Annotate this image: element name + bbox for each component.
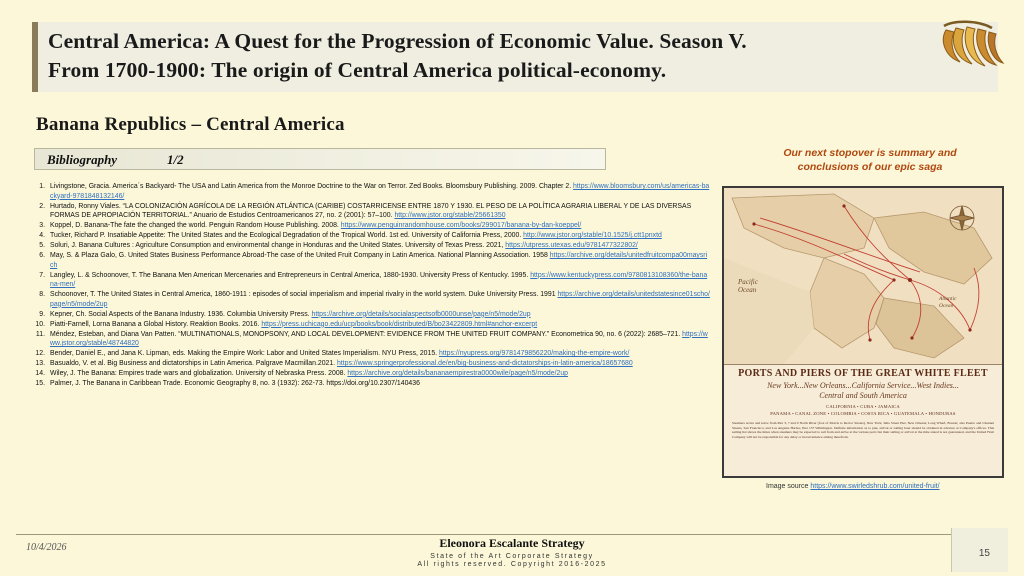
reference-number: 7.	[39, 271, 45, 279]
reference-link[interactable]: https://archive.org/details/unitedfruitcompa00maysrich	[50, 252, 708, 269]
reference-link[interactable]: https://www.kentuckypress.com/9780813108360/the-banana-men/	[50, 271, 708, 289]
fleet-ports-list	[724, 404, 1002, 418]
reference-link[interactable]: https://nyupress.org/9781479856220/making-the-empire-work/	[439, 350, 630, 358]
reference-text	[50, 231, 710, 241]
reference-text	[50, 251, 710, 270]
fleet-schedule-panel	[724, 364, 1002, 477]
reference-item	[34, 379, 710, 389]
svg-text:Ocean: Ocean	[939, 303, 954, 309]
svg-text:Ocean: Ocean	[738, 286, 757, 294]
page-title-line2: From 1700-1900: The origin of Central America political-economy.	[48, 58, 667, 83]
fleet-subtitle-line2: Central and South America	[819, 391, 907, 400]
reference-link[interactable]: https://archive.org/details/unitedstatesince01scho/page/n5/mode/2up	[50, 291, 710, 308]
fleet-ports-line1: CALIFORNIA • CUBA • JAMAICA	[826, 404, 900, 409]
reference-citation: Tucker, Richard P. Insatiable Appetite: The United States and the Ecological Degradation of the Tropical World. 1st ed. University of California Press, 2000.	[50, 232, 524, 240]
reference-item	[34, 369, 710, 379]
reference-citation: Wiley, J. The Banana: Empires trade wars and globalization. University of Nebraska Press. 2008.	[50, 370, 348, 378]
reference-citation: Soluri, J. Banana Cultures : Agriculture Consumption and environmental change in Honduras and the United States. University of Texas Press. 2021,	[50, 242, 506, 250]
reference-text	[50, 359, 710, 369]
reference-link[interactable]: https://www.bloomsbury.com/us/americas-backyard-9781848132146/	[50, 183, 710, 200]
fleet-subtitle-line1: New York...New Orleans...California Service...West Indies...	[767, 381, 959, 390]
reference-item	[34, 202, 710, 221]
stopover-note-line1: Our next stopover is summary and	[783, 147, 957, 159]
image-source-label: Image source	[766, 483, 811, 490]
reference-link[interactable]: http://www.jstor.org/stable/25661350	[394, 212, 506, 220]
reference-citation: Koppel, D. Banana-The fate the changed the world. Penguin Random House Publishing. 2008.	[50, 222, 341, 230]
map-illustration	[724, 188, 1002, 364]
fleet-title: PORTS AND PIERS OF THE GREAT WHITE FLEET	[738, 368, 988, 379]
reference-item	[34, 349, 710, 359]
reference-citation: Bender, Daniel E., and Jana K. Lipman, eds. Making the Empire Work: Labor and United States Imperialism. NYU Press, 2015.	[50, 350, 440, 358]
section-title: Banana Republics – Central America	[36, 114, 345, 135]
svg-text:Pacific: Pacific	[738, 278, 758, 286]
reference-item	[34, 290, 710, 309]
reference-number: 11.	[35, 330, 45, 338]
reference-link[interactable]: https://utpress.utexas.edu/9781477322802/	[505, 242, 638, 250]
reference-number: 4.	[39, 232, 45, 240]
reference-citation: Méndez, Esteban, and Diana Van Patten. “MULTINATIONALS, MONOPSONY, AND LOCAL DEVELOPMENT: EVIDENCE FROM THE UNITED FRUIT COMPANY.” Econometrica 90, no. 6 (2022): 2685–721.	[50, 330, 683, 338]
footer-date: 10/4/2026	[26, 542, 67, 553]
reference-item	[34, 330, 710, 349]
reference-item	[34, 359, 710, 369]
footer-center	[0, 536, 1024, 568]
reference-number: 3.	[39, 222, 45, 230]
reference-link[interactable]: https://archive.org/details/socialaspectsofb0000unse/page/n5/mode/2up	[311, 310, 531, 318]
reference-number: 8.	[39, 291, 45, 299]
reference-text	[50, 290, 710, 309]
reference-item	[34, 251, 710, 270]
reference-text	[50, 349, 710, 359]
page-number: 15	[978, 548, 990, 559]
reference-citation: Basualdo, V. et al. Big Business and dictatorships in Latin America. Palgrave Macmillan.2021.	[50, 360, 338, 368]
reference-citation: Hurtado, Ronny Viales. “LA COLONIZACIÓN AGRÍCOLA DE LA REGIÓN ATLÁNTICA (CARIBE) COSTARRICENSE ENTRE 1870 Y 1930. EL PESO DE LA POLÍTICA AGRARIA LIBERAL Y DE LAS DIVERSAS FORMAS DE APROPIACIÓN TERRITORIAL.” Anuario de Estudios Centroamericanos 27, no. 2 (2001): 57–100.	[50, 202, 692, 220]
reference-number: 5.	[39, 242, 45, 250]
reference-item	[34, 271, 710, 290]
reference-link[interactable]: https://www.jstor.org/stable/48744820	[50, 330, 708, 348]
reference-text	[50, 369, 710, 379]
reference-citation: Langley, L. & Schoonover, T. The Banana Men American Mercenaries and Entrepreneurs in Central America, 1880-1930. University Press of Kentucky. 1995.	[50, 271, 531, 279]
fleet-body-text: Steamers arrive and leave from Pier 3, 7 and 9 North River (foot of Morris to Rector Streets), New York; Julia Street Pier, New Orleans; Long Wharf, Boston; also Puerto and Channel Streets, San Francisco; and Los Angeles Harbor, Pier 157 Wilmington. Definite information as to pier, arrival or sailing hour should be obtained in advance at Company's offices. This sailing list shows the times when steamers may be expected to sail from and arrive at the various ports but their sailing or arrival at the time stated is not guaranteed, and the United Fruit Company will not be responsible for any delay or inconvenience arising therefrom.	[732, 420, 994, 439]
page-title-line1: Central America: A Quest for the Progression of Economic Value. Season V.	[48, 29, 747, 53]
page-title	[48, 27, 928, 85]
bibliography-label: Bibliography	[47, 152, 118, 167]
reference-number: 9.	[39, 310, 45, 318]
fleet-subtitle	[724, 381, 1002, 401]
reference-text	[50, 241, 710, 251]
reference-item	[34, 310, 710, 320]
footer-rights: All rights reserved. Copyright 2016-2025	[417, 561, 607, 568]
reference-text	[50, 310, 710, 320]
image-source-caption	[766, 482, 1006, 492]
reference-number: 13.	[35, 360, 45, 368]
reference-citation: Kepner, Ch. Social Aspects of the Banana Industry. 1936. Columbia University Press.	[50, 310, 312, 318]
reference-text	[50, 271, 710, 290]
reference-text	[50, 320, 710, 330]
reference-link[interactable]: https://press.uchicago.edu/ucp/books/book/distributed/B/bo23422809.html#anchor-excerpt	[261, 320, 538, 328]
reference-number: 2.	[39, 202, 45, 210]
reference-number: 15.	[35, 380, 45, 388]
reference-text	[50, 330, 710, 349]
map-graphic	[724, 188, 1002, 364]
stopover-note-line2: conclusions of our epic saga	[797, 161, 943, 174]
reference-number: 10.	[35, 320, 45, 328]
fleet-ports-line2: PANAMA • CANAL ZONE • COLOMBIA • COSTA RICA • GUATEMALA • HONDURAS	[770, 410, 956, 416]
reference-citation: Schoonover, T. The United States in Central America, 1860-1911 : episodes of social imperialism and imperial rivalry in the world system. Duke University Press. 1991	[50, 291, 558, 299]
reference-link[interactable]: https://www.penguinrandomhouse.com/books/299017/banana-by-dan-koeppel/	[340, 222, 582, 230]
reference-number: 14.	[35, 370, 45, 378]
reference-citation: Piatti-Farnell, Lorna Banana a Global History. Reaktion Books. 2016.	[50, 320, 262, 328]
reference-link[interactable]: https://www.springerprofessional.de/en/big-business-and-dictatorships-in-latin-america/18657680	[337, 360, 633, 368]
footer-company: Eleonora Escalante Strategy	[439, 536, 585, 550]
reference-item	[34, 182, 710, 201]
reference-text	[50, 182, 710, 201]
reference-text	[50, 202, 710, 221]
image-source-link[interactable]: https://www.swirledshrub.com/united-fruit/	[810, 483, 940, 490]
reference-list	[34, 182, 710, 389]
bibliography-page-indicator: 1/2	[167, 152, 184, 167]
reference-number: 1.	[39, 183, 45, 190]
reference-number: 12.	[35, 350, 45, 358]
reference-text	[50, 221, 710, 231]
reference-citation: May, S. & Plaza Galo, G. United States Business Performance Abroad-The case of the United Fruit Company in Latin America. National Planning Association. 1958	[50, 252, 550, 260]
footer-tagline: State of the Art Corporate Strategy	[430, 553, 594, 560]
reference-number: 6.	[39, 252, 45, 260]
reference-item	[34, 241, 710, 251]
reference-link[interactable]: https://archive.org/details/bananaempirestra0000wile/page/n5/mode/2up	[347, 370, 568, 378]
bibliography-bar	[34, 148, 606, 170]
reference-item	[34, 231, 710, 241]
reference-text	[50, 379, 710, 389]
fleet-map-image	[722, 186, 1004, 478]
reference-link[interactable]: http://www.jstor.org/stable/10.1525/j.ctt1pnxtd	[523, 232, 662, 240]
footer-divider	[16, 534, 976, 535]
stopover-note	[736, 146, 1004, 174]
reference-item	[34, 221, 710, 231]
reference-item	[34, 320, 710, 330]
reference-citation: Livingstone, Gracia. America´s Backyard- The USA and Latin America from the Monroe Doctrine to the War on Terror. Zed Books. Bloomsbury Publishing. 2009. Chapter 2.	[50, 183, 574, 190]
reference-citation: Palmer, J. The Banana in Caribbean Trade. Economic Geography 8, no. 3 (1932): 262-73. https://doi.org/10.2307/140436	[50, 380, 420, 388]
svg-text:Atlantic: Atlantic	[939, 296, 957, 302]
